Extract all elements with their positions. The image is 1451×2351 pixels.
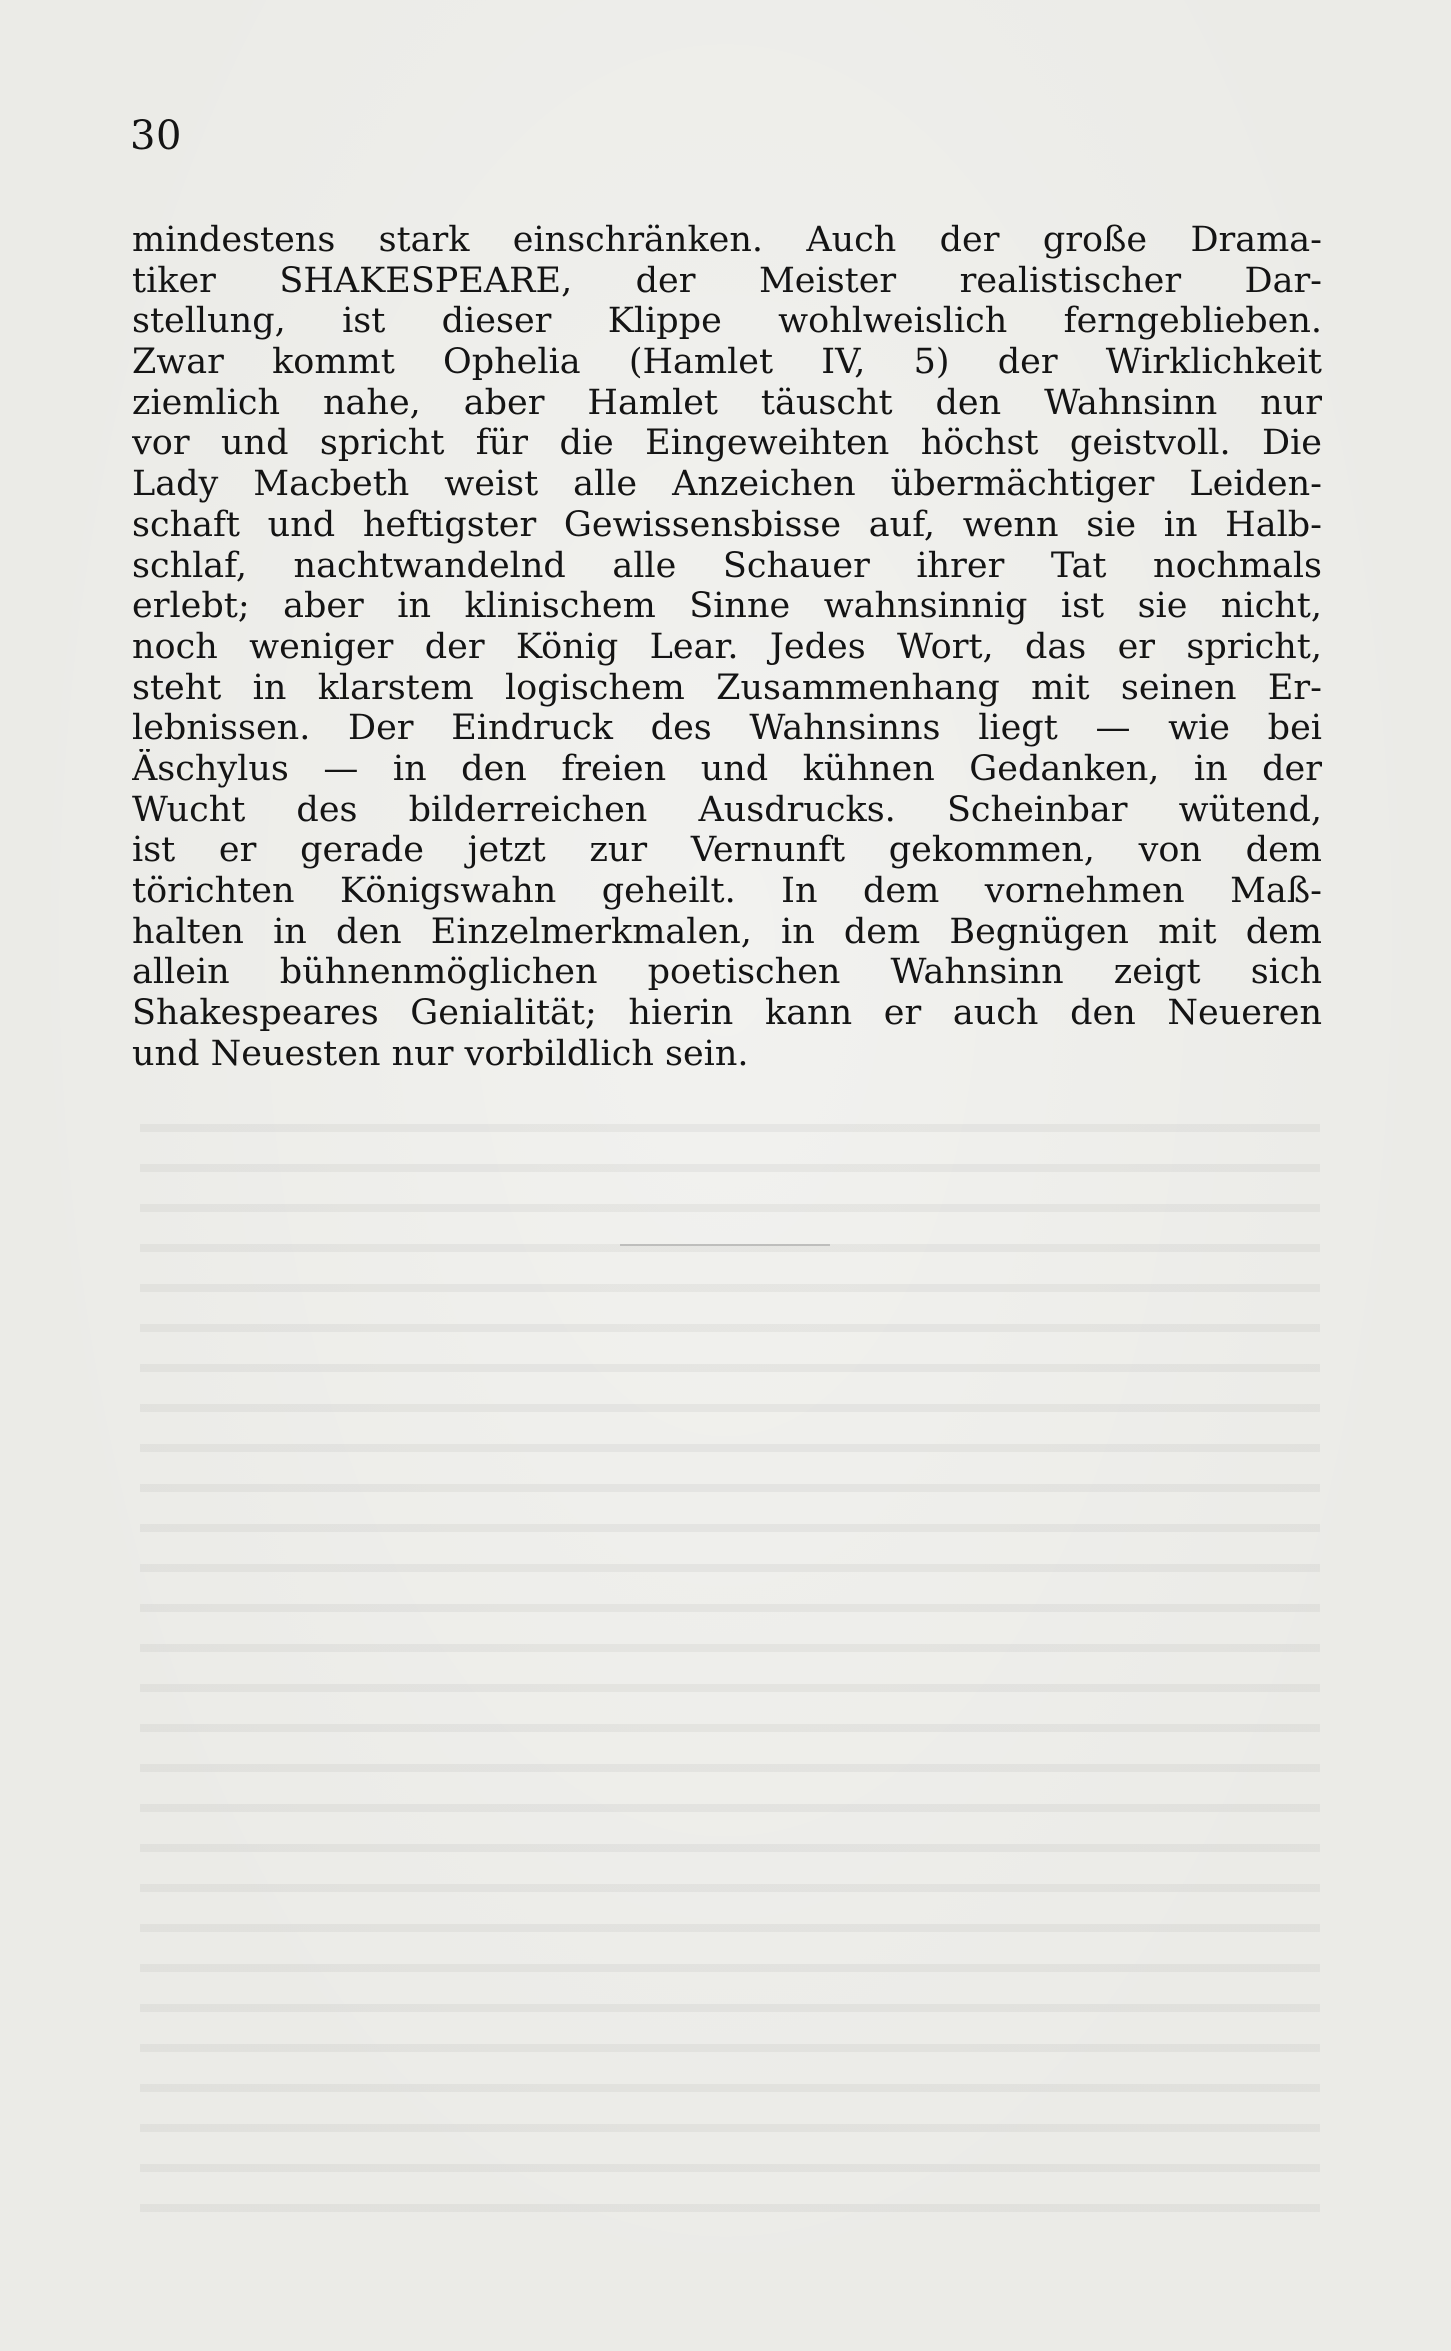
show-through-texture — [140, 1100, 1320, 2240]
text-line: Lady Macbeth weist alle Anzeichen übermächtiger Leiden- — [132, 464, 1322, 505]
text-line: lebnissen. Der Eindruck des Wahnsinns liegt — wie bei — [132, 708, 1322, 749]
text-line: halten in den Einzelmerkmalen, in dem Begnügen mit dem — [132, 911, 1322, 952]
text-line: ziemlich nahe, aber Hamlet täuscht den Wahnsinn nur — [132, 382, 1322, 423]
show-through-rule — [620, 1244, 830, 1246]
text-line: Zwar kommt Ophelia (Hamlet IV, 5) der Wirklichkeit — [132, 342, 1322, 383]
text-line: mindestens stark einschränken. Auch der große Drama- — [132, 220, 1322, 260]
text-line: vor und spricht für die Eingeweihten höchst geistvoll. Die — [132, 423, 1322, 464]
text-line: allein bühnenmöglichen poetischen Wahnsinn zeigt sich — [132, 952, 1322, 993]
text-line: tiker SHAKESPEARE, der Meister realistischer Dar- — [132, 260, 1322, 301]
text-line: törichten Königswahn geheilt. In dem vornehmen Maß- — [132, 871, 1322, 911]
body-paragraph — [132, 220, 1322, 1074]
text-line: schaft und heftigster Gewissensbisse auf, wenn sie in Halb- — [132, 504, 1322, 545]
text-line: Äschylus — in den freien und kühnen Gedanken, in der — [132, 748, 1322, 789]
text-line: Shakespeares Genialität; hierin kann er auch den Neueren — [132, 993, 1322, 1034]
page-number: 30 — [130, 113, 182, 159]
text-line: noch weniger der König Lear. Jedes Wort, das er spricht, — [132, 626, 1322, 667]
text-line: schlaf, nachtwandelnd alle Schauer ihrer Tat nochmals — [132, 545, 1322, 586]
text-line: Wucht des bilderreichen Ausdrucks. Scheinbar wütend, — [132, 789, 1322, 830]
text-line-last: und Neuesten nur vorbildlich sein. — [132, 1033, 749, 1074]
text-line: ist er gerade jetzt zur Vernunft gekommen, von dem — [132, 830, 1322, 871]
text-line: erlebt; aber in klinischem Sinne wahnsinnig ist sie nicht, — [132, 586, 1322, 627]
text-line: stellung, ist dieser Klippe wohlweislich ferngeblieben. — [132, 301, 1322, 342]
text-line: steht in klarstem logischem Zusammenhang mit seinen Er- — [132, 667, 1322, 708]
